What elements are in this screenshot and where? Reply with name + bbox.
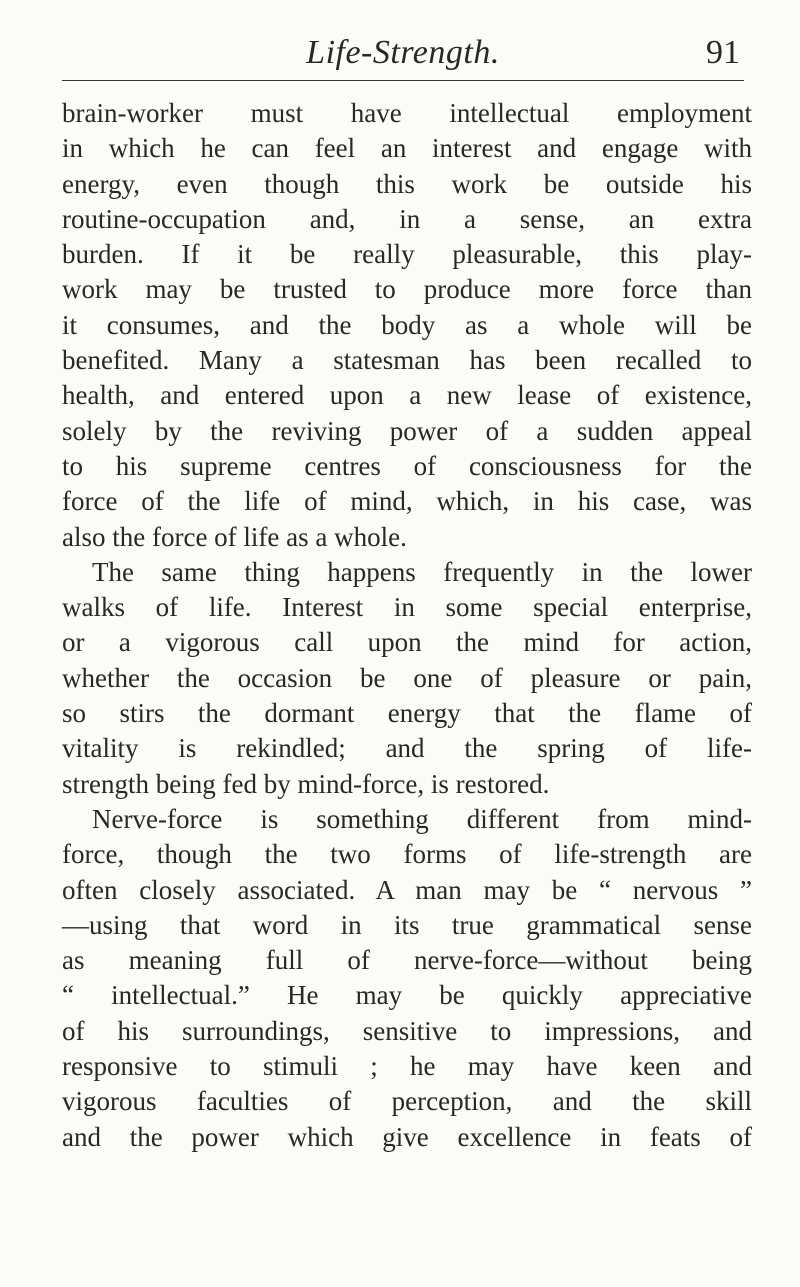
text-line: often closely associated. A man may be “ nervous ” (62, 874, 752, 905)
text-line: force, though the two forms of life-strength are (62, 839, 752, 870)
text-line: and the power which give excellence in feats of (62, 1121, 752, 1152)
text-line: to his supreme centres of consciousness for the (62, 450, 752, 481)
text-line: energy, even though this work be outside his (62, 168, 752, 199)
running-title: Life-Strength. (306, 34, 500, 71)
text-line: vitality is rekindled; and the spring of life- (62, 733, 752, 764)
text-line: —using that word in its true grammatical sense (62, 909, 752, 940)
text-line: The same thing happens frequently in the lower (92, 556, 752, 587)
text-line: burden. If it be really pleasurable, this play- (62, 239, 752, 270)
text-line: Nerve-force is something different from mind- (92, 803, 752, 834)
text-line: work may be trusted to produce more force than (62, 274, 752, 305)
body-text (62, 96, 752, 1155)
text-line: responsive to stimuli ; he may have keen and (62, 1051, 752, 1082)
text-line: or a vigorous call upon the mind for action, (62, 627, 752, 658)
text-line: strength being fed by mind-force, is restored. (62, 768, 550, 799)
page-header (62, 30, 744, 81)
text-line: it consumes, and the body as a whole will be (62, 309, 752, 340)
text-line: in which he can feel an interest and engage with (62, 133, 752, 164)
text-line: health, and entered upon a new lease of existence, (62, 380, 752, 411)
text-line: benefited. Many a statesman has been recalled to (62, 345, 752, 376)
page-number: 91 (706, 34, 740, 71)
text-line: of his surroundings, sensitive to impressions, and (62, 1015, 752, 1046)
text-line: also the force of life as a whole. (62, 521, 407, 552)
text-line: force of the life of mind, which, in his case, was (62, 486, 752, 517)
text-line: as meaning full of nerve-force—without being (62, 945, 752, 976)
text-line: whether the occasion be one of pleasure or pain, (62, 662, 752, 693)
text-line: brain-worker must have intellectual employment (62, 98, 752, 128)
text-line: vigorous faculties of perception, and the skill (62, 1086, 752, 1117)
text-line: solely by the reviving power of a sudden appeal (62, 415, 752, 446)
text-line: walks of life. Interest in some special enterprise, (62, 592, 752, 623)
text-line: so stirs the dormant energy that the flame of (62, 698, 752, 729)
text-line: routine-occupation and, in a sense, an extra (62, 203, 752, 234)
text-line: “ intellectual.” He may be quickly appreciative (62, 980, 752, 1011)
